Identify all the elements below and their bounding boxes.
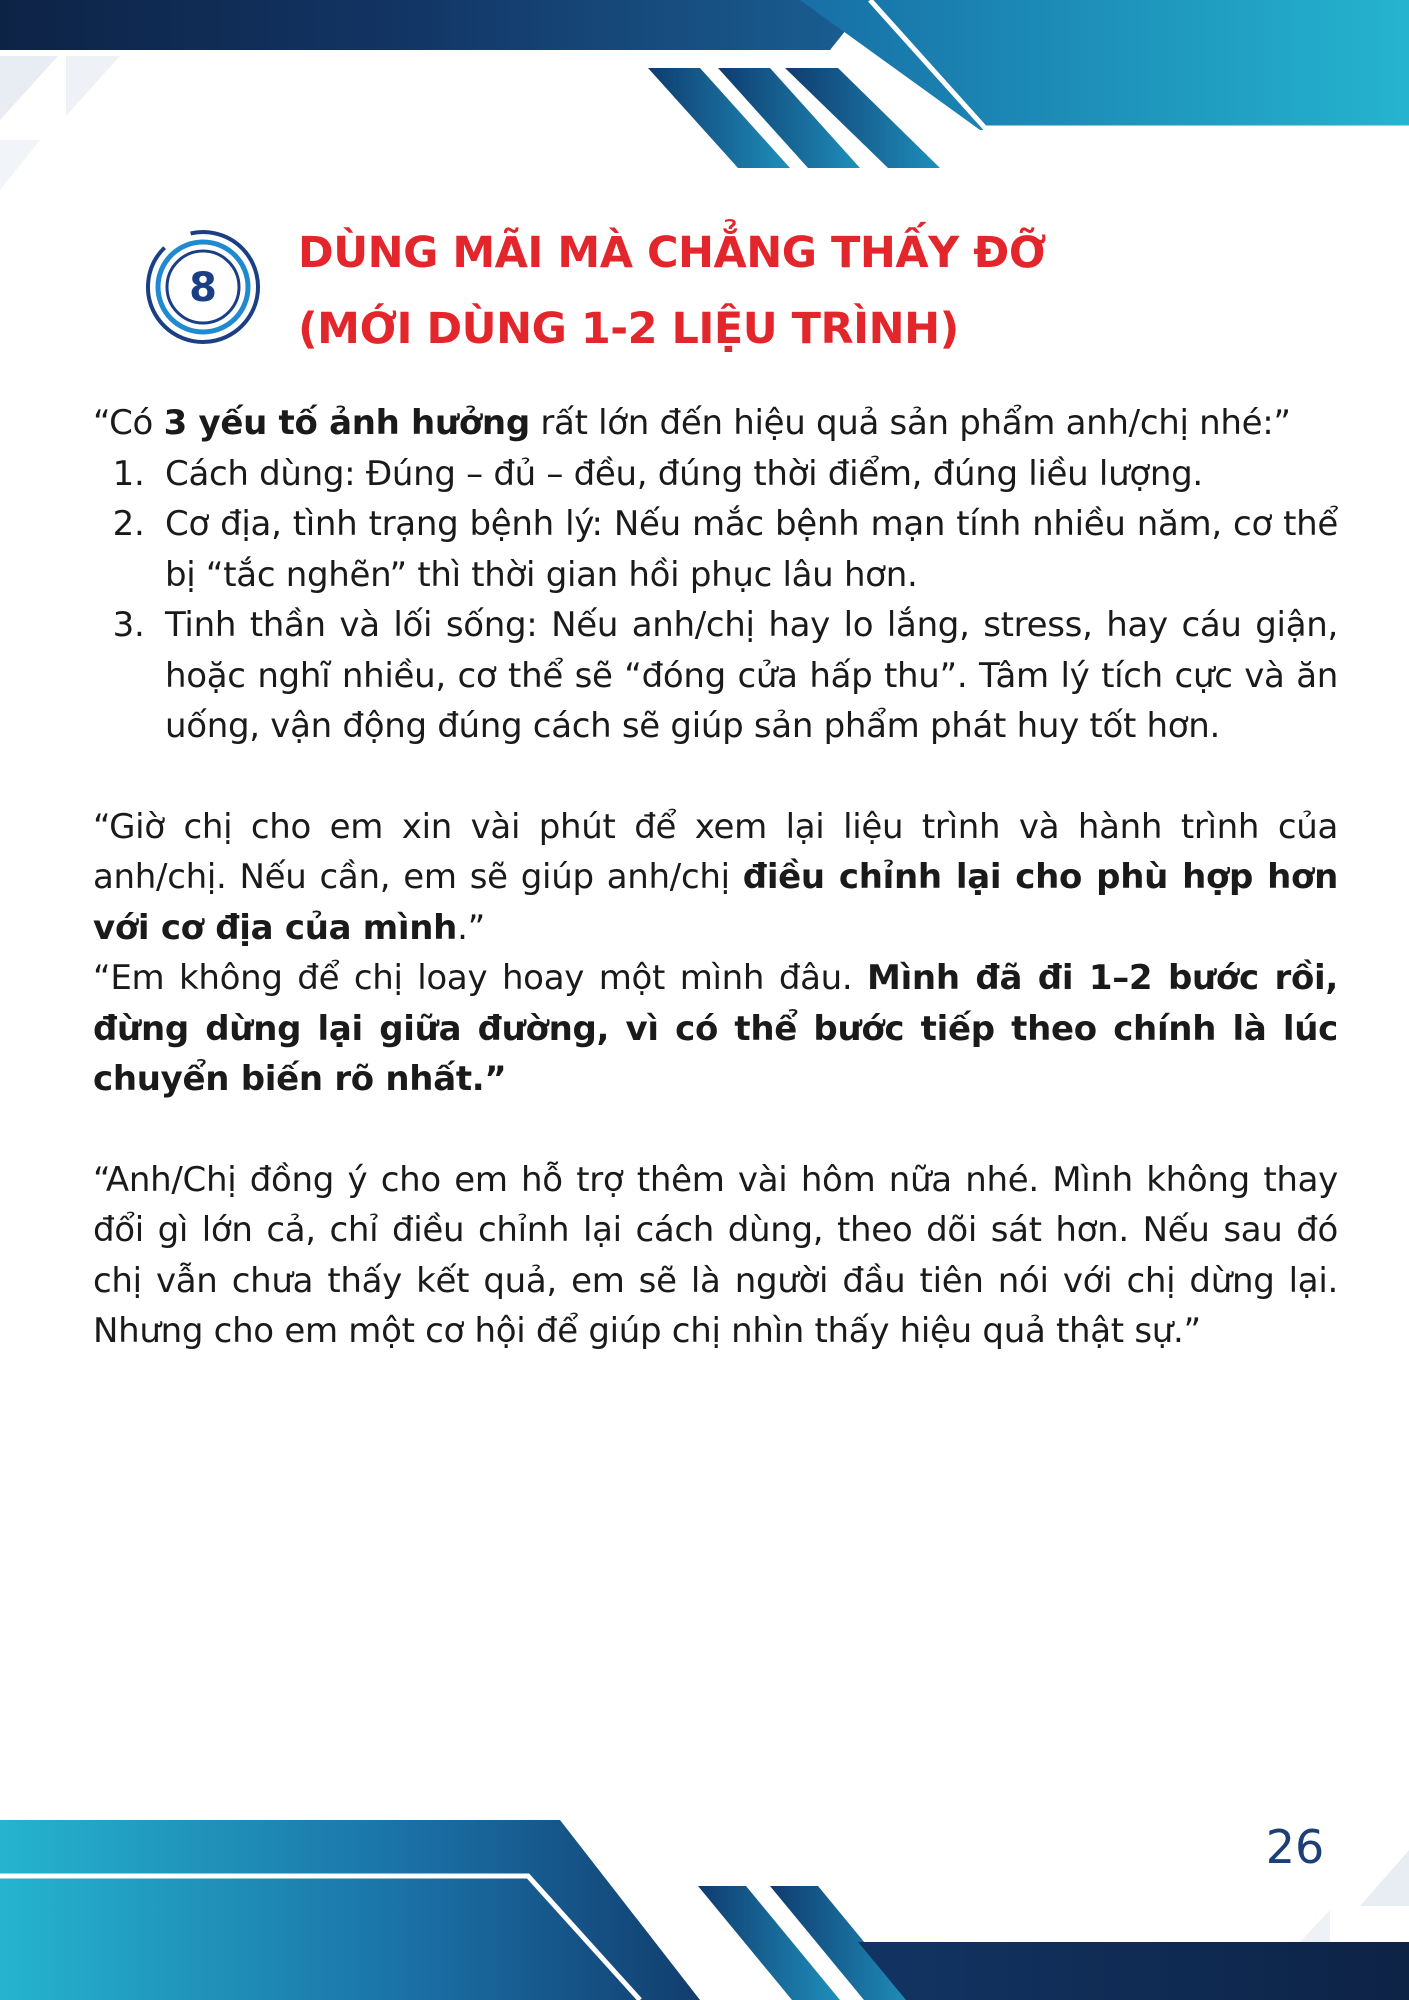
paragraph-adjust: “Giờ chị cho em xin vài phút để xem lại liệu trình và hành trình của anh/chị. Nếu cần, em sẽ giúp anh/chị điều chỉnh lại cho phù hợp hơn với cơ địa của mình.” xyxy=(93,806,1338,948)
intro-bold: 3 yếu tố ảnh hưởng xyxy=(163,403,530,443)
body-content xyxy=(93,398,1338,1357)
section-title-line-1: DÙNG MÃI MÀ CHẲNG THẤY ĐỠ xyxy=(298,228,1046,278)
section-number: 8 xyxy=(189,265,217,311)
section-number-badge xyxy=(143,227,263,347)
bottom-decorative-banner xyxy=(0,1810,1409,2000)
list-item: 2. Cơ địa, tình trạng bệnh lý: Nếu mắc bệnh mạn tính nhiều năm, cơ thể bị “tắc nghẽn” thì thời gian hồi phục lâu hơn. xyxy=(155,499,1338,600)
section-title xyxy=(298,215,1046,367)
factor-list xyxy=(93,449,1338,752)
intro-paragraph: “Có 3 yếu tố ảnh hưởng rất lớn đến hiệu quả sản phẩm anh/chị nhé:” xyxy=(93,403,1291,443)
paragraph-encourage: “Em không để chị loay hoay một mình đâu. Mình đã đi 1–2 bước rồi, đừng dừng lại giữa đường, vì có thể bước tiếp theo chính là lúc chuyển biến rõ nhất.” xyxy=(93,958,1338,1099)
paragraph-adjust-bold: điều chỉnh lại cho phù hợp hơn với cơ địa của mình xyxy=(93,857,1338,948)
page-number: 26 xyxy=(1265,1820,1325,1874)
section-heading xyxy=(143,205,1293,365)
section-title-line-2: (MỚI DÙNG 1-2 LIỆU TRÌNH) xyxy=(298,304,959,354)
paragraph-encourage-bold: Mình đã đi 1–2 bước rồi, đừng dừng lại giữa đường, vì có thể bước tiếp theo chính là lúc chuyển biến rõ nhất.” xyxy=(93,958,1338,1099)
paragraph-support: “Anh/Chị đồng ý cho em hỗ trợ thêm vài hôm nữa nhé. Mình không thay đổi gì lớn cả, chỉ điều chỉnh lại cách dùng, theo dõi sát hơn. Nếu sau đó chị vẫn chưa thấy kết quả, em sẽ là người đầu tiên nói với chị dừng lại. Nhưng cho em một cơ hội để giúp chị nhìn thấy hiệu quả thật sự.” xyxy=(93,1159,1338,1351)
list-item: 1. Cách dùng: Đúng – đủ – đều, đúng thời điểm, đúng liều lượng. xyxy=(155,449,1338,500)
list-item: 3. Tinh thần và lối sống: Nếu anh/chị hay lo lắng, stress, hay cáu giận, hoặc nghĩ nhiều, cơ thể sẽ “đóng cửa hấp thu”. Tâm lý tích cực và ăn uống, vận động đúng cách sẽ giúp sản phẩm phát huy tốt hơn. xyxy=(155,600,1338,752)
